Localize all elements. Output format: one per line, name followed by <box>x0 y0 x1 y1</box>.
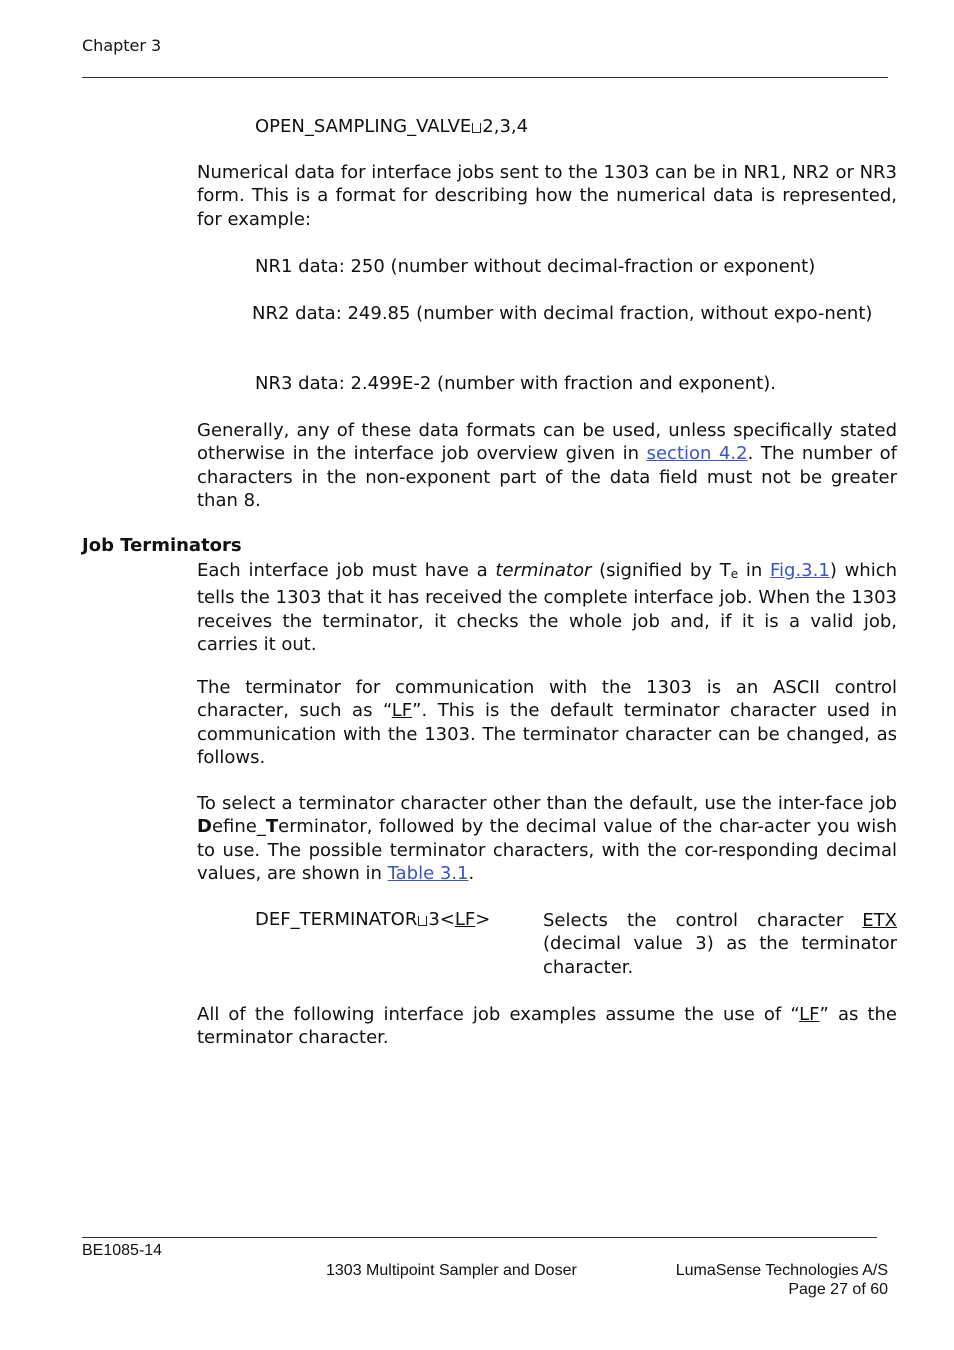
text-segment: The terminator for communication with the 1303 is an ASCII control character, such as “ <box>197 677 897 722</box>
paragraph-data-formats <box>197 419 897 513</box>
def-terminator-code <box>255 909 490 930</box>
paragraph-select-terminator <box>197 792 897 886</box>
text-segment: Generally, any of these data formats can be used, unless specifically stated otherwise in the interface job overview given in <box>197 420 897 465</box>
lf-symbol: LF <box>454 909 476 930</box>
space-symbol-icon <box>418 916 427 926</box>
section-heading-job-terminators: Job Terminators <box>82 535 242 556</box>
text-segment: (decimal value 3) as the terminator character. <box>543 933 897 978</box>
paragraph-terminator-intro <box>197 559 897 657</box>
bold-letter-t: T <box>265 816 279 838</box>
code-command: OPEN_SAMPLING_VALVE <box>255 116 472 137</box>
paragraph-numerical-data: Numerical data for interface jobs sent to the 1303 can be in NR1, NR2 or NR3 form. This is a format for describing how the numerical data is represented, for example: <box>197 162 898 230</box>
chapter-header: Chapter 3 <box>82 36 162 55</box>
section-4-2-link[interactable]: section 4.2 <box>646 443 748 465</box>
paragraph-lf-assumption <box>197 1003 897 1050</box>
text-segment: . <box>468 863 475 885</box>
text-segment: ” as the terminator character. <box>197 1004 898 1049</box>
footer-title: 1303 Multipoint Sampler and Doser <box>326 1262 577 1279</box>
text-segment: ) which tells the 1303 that it has received the complete interface job. When the 1303 receives the terminator, it checks the whole job and, if it is a valid job, carries it out. <box>197 560 897 656</box>
space-symbol-icon <box>472 123 481 133</box>
etx-symbol: ETX <box>862 910 897 931</box>
code-command: DEF_TERMINATOR <box>255 909 418 930</box>
footer-page-number: Page 27 of 60 <box>788 1281 888 1298</box>
lf-symbol: LF <box>799 1004 820 1025</box>
text-segment: Selects the control character <box>543 910 863 931</box>
bold-letter-d: D <box>197 816 212 838</box>
nr1-example: NR1 data: 250 (number without decimal-fraction or exponent) <box>255 256 816 277</box>
table-3-1-link[interactable]: Table 3.1 <box>387 863 469 885</box>
code-args: 3< <box>428 909 455 930</box>
subscript-e: e <box>730 567 739 581</box>
def-terminator-description <box>543 909 897 979</box>
code-args: 2,3,4 <box>482 116 529 137</box>
nr2-example: NR2 data: 249.85 (number with decimal fraction, without expo-nent) <box>252 303 873 324</box>
emphasis-terminator: terminator <box>495 560 592 581</box>
paragraph-default-terminator <box>197 676 897 770</box>
lf-symbol: LF <box>391 700 413 722</box>
text-segment: (signified by T <box>591 560 731 581</box>
code-close: > <box>475 909 491 930</box>
text-segment: ”. This is the default terminator character used in communication with the 1303. The terminator character can be changed, as follows. <box>197 700 897 769</box>
text-segment: efine_ <box>211 816 266 838</box>
footer-company: LumaSense Technologies A/S <box>675 1262 888 1279</box>
header-divider <box>82 77 888 78</box>
footer-divider <box>82 1237 877 1238</box>
text-segment: in <box>738 560 770 581</box>
footer-doc-id: BE1085-14 <box>82 1242 163 1259</box>
text-segment: To select a terminator character other than the default, use the inter-face job <box>197 793 897 814</box>
fig-3-1-link[interactable]: Fig.3.1 <box>769 560 830 581</box>
text-segment: . The number of characters in the non-exponent part of the data field must not be greater than 8. <box>197 443 897 512</box>
nr3-example: NR3 data: 2.499E-2 (number with fraction and exponent). <box>255 373 776 394</box>
text-segment: Each interface job must have a <box>197 560 496 581</box>
text-segment: erminator, followed by the decimal value of the char-acter you wish to use. The possible terminator characters, with the cor-responding decimal values, are shown in <box>197 816 897 885</box>
code-example-open-valve <box>255 115 528 138</box>
text-segment: All of the following interface job examples assume the use of “ <box>197 1004 800 1025</box>
